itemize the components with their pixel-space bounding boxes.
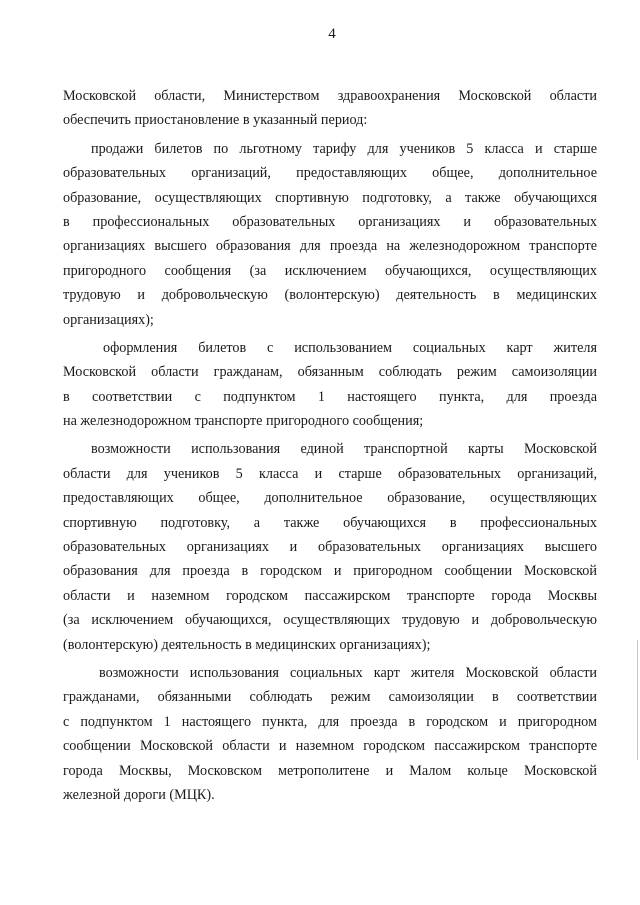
text-line: гражданами, обязанными соблюдать режим самоизоляции в соответствии <box>63 689 597 706</box>
scan-edge-mark <box>637 640 638 760</box>
text-line: предоставляющих общее, дополнительное образование, осуществляющих <box>63 490 597 507</box>
text-line: на железнодорожном транспорте пригородного сообщения; <box>63 413 424 430</box>
page-number: 4 <box>328 26 336 42</box>
text-line: города Москвы, Московском метрополитене и Малом кольце Московской <box>63 762 597 779</box>
text-line: области и наземном городском пассажирском транспорте города Москвы <box>63 587 597 604</box>
paragraph-intro <box>63 84 597 133</box>
text-line: Московской области, Министерством здравоохранения Московской области <box>63 88 597 104</box>
text-line: сообщении Московской области и наземном городском пассажирском транспорте <box>63 738 597 755</box>
text-line: возможности использования единой транспортной карты Московской <box>91 441 597 458</box>
paragraph-item-2 <box>63 336 597 434</box>
text-line: образовательных организаций, предоставляющих общее, дополнительное <box>63 165 597 182</box>
text-line: в профессиональных образовательных организациях и образовательных <box>63 213 597 230</box>
text-line: области для учеников 5 класса и старше образовательных организаций, <box>63 465 597 482</box>
text-line: организациях); <box>63 311 154 328</box>
text-line: продажи билетов по льготному тарифу для учеников 5 класса и старше <box>91 140 597 157</box>
text-line: железной дороги (МЦК). <box>63 786 215 803</box>
text-line: образовательных организациях и образовательных организациях высшего <box>63 539 597 556</box>
text-line: образование, осуществляющих спортивную подготовку, а также обучающихся <box>63 189 597 206</box>
text-line: спортивную подготовку, а также обучающихся в профессиональных <box>63 514 597 531</box>
text-line: (волонтерскую) деятельность в медицинских организациях); <box>63 636 431 653</box>
document-body <box>63 84 597 807</box>
paragraph-item-1 <box>63 137 597 332</box>
text-line: обеспечить приостановление в указанный период: <box>63 112 368 129</box>
text-line: пригородного сообщения (за исключением обучающихся, осуществляющих <box>63 262 597 279</box>
text-line: (за исключением обучающихся, осуществляющих трудовую и добровольческую <box>63 612 597 629</box>
text-line: с подпунктом 1 настоящего пункта, для проезда в городском и пригородном <box>63 713 597 730</box>
text-line: трудовую и добровольческую (волонтерскую) деятельность в медицинских <box>63 287 597 304</box>
text-line: в соответствии с подпунктом 1 настоящего пункта, для проезда <box>63 388 597 405</box>
text-line: оформления билетов с использованием социальных карт жителя <box>103 339 597 356</box>
paragraph-item-4 <box>63 661 597 807</box>
text-line: возможности использования социальных карт жителя Московской области <box>99 664 597 681</box>
text-line: Московской области гражданам, обязанным соблюдать режим самоизоляции <box>63 364 597 381</box>
text-line: организациях высшего образования для проезда на железнодорожном транспорте <box>63 238 597 255</box>
paragraph-item-3 <box>63 437 597 657</box>
text-line: образования для проезда в городском и пригородном сообщении Московской <box>63 563 597 580</box>
